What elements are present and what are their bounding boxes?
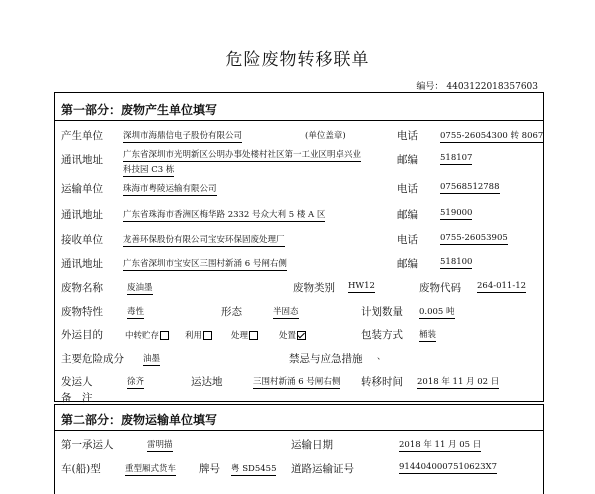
waste-name-value: 废油墨 (127, 283, 153, 293)
checkbox-icon (249, 331, 258, 340)
waste-code-label: 废物代码 (419, 282, 461, 294)
receiver-zip-label: 邮编 (397, 258, 418, 270)
transporter-addr-value: 广东省珠海市香洲区梅华路 2332 号众大利 5 楼 A 区 (123, 210, 326, 220)
option-utilize[interactable] (185, 329, 212, 341)
receiver-value: 龙善环保股份有限公司宝安环保固废处理厂 (123, 235, 285, 245)
vehicle-type-value: 重型厢式货车 (125, 464, 177, 474)
part2-heading: 第二部分：废物运输单位填写 (61, 413, 218, 427)
option-dispose-label: 处置 (279, 331, 297, 341)
shipto-label: 运达地 (191, 376, 223, 388)
option-dispose[interactable] (279, 329, 306, 341)
transporter-phone-value: 07568512788 (440, 182, 500, 192)
producer-value: 深圳市海鼎信电子股份有限公司 (123, 131, 243, 141)
checkbox-checked-icon (297, 331, 306, 340)
producer-zip-value: 518107 (440, 153, 473, 163)
main-hazard-value: 油墨 (143, 354, 161, 364)
quantity-label: 计划数量 (361, 306, 403, 318)
part2-section (54, 404, 544, 494)
remark-label: 备 注 (61, 392, 93, 404)
producer-addr-label: 通讯地址 (61, 154, 103, 166)
producer-seal: (单位盖章) (305, 131, 346, 141)
part1-section (54, 92, 544, 402)
transporter-value: 珠海市粤陵运输有限公司 (123, 184, 217, 194)
shipper-value: 徐齐 (127, 377, 145, 387)
part1-heading: 第一部分：废物产生单位填写 (61, 103, 218, 117)
waste-prop-label: 废物特性 (61, 306, 103, 318)
receiver-phone-label: 电话 (397, 234, 418, 246)
divider (55, 120, 543, 121)
transport-date-value: 2018 年 11 月 05 日 (399, 440, 482, 450)
waste-prop-value: 毒性 (127, 307, 145, 317)
option-transfer-storage-label: 中转贮存 (125, 331, 160, 341)
receiver-phone-value: 0755-26053905 (440, 233, 508, 243)
receiver-addr-value: 广东省深圳市宝安区三围村新涌 6 号闸右侧 (123, 259, 287, 269)
divider (55, 430, 543, 431)
taboo-label: 禁忌与应急措施 (289, 353, 363, 365)
waste-code-value: 264-011-12 (477, 281, 527, 291)
taboo-value: 、 (377, 352, 386, 362)
producer-phone-label: 电话 (397, 130, 418, 142)
receiver-zip-value: 518100 (440, 257, 473, 267)
permit-value: 914404000751062​3X7 (399, 462, 497, 472)
transport-date-label: 运输日期 (291, 439, 333, 451)
transporter-zip-value: 519000 (440, 208, 473, 218)
producer-zip-label: 邮编 (397, 154, 418, 166)
serial-value: 4403122018357603 (446, 82, 538, 92)
waste-name-label: 废物名称 (61, 282, 103, 294)
transporter-phone-label: 电话 (397, 183, 418, 195)
checkbox-icon (160, 331, 169, 340)
checkbox-icon (203, 331, 212, 340)
producer-addr-line2: 科技园 C3 栋 (123, 165, 175, 175)
transporter-zip-label: 邮编 (397, 209, 418, 221)
option-utilize-label: 利用 (185, 331, 203, 341)
waste-class-label: 废物类别 (293, 282, 335, 294)
packaging-value: 桶装 (419, 330, 437, 340)
packaging-label: 包装方式 (361, 329, 403, 341)
transporter-label: 运输单位 (61, 183, 103, 195)
producer-label: 产生单位 (61, 130, 103, 142)
shipdate-label: 转移时间 (361, 376, 403, 388)
serial-label: 编号： (416, 82, 444, 92)
vehicle-type-label: 车(船)型 (61, 463, 101, 475)
option-treat[interactable] (231, 329, 258, 341)
permit-label: 道路运输证号 (291, 463, 354, 475)
form-value: 半固态 (273, 307, 299, 317)
carrier1-label: 第一承运人 (61, 439, 114, 451)
receiver-label: 接收单位 (61, 234, 103, 246)
plate-label: 牌号 (199, 463, 220, 475)
option-treat-label: 处理 (231, 331, 249, 341)
waste-class-value: HW12 (348, 281, 375, 291)
destination-label: 外运目的 (61, 329, 103, 341)
quantity-value: 0.005 吨 (419, 307, 455, 317)
shipto-value: 三围村新涌 6 号闸右侧 (253, 377, 341, 387)
producer-addr-line1: 广东省深圳市光明新区公明办事处楼村社区第一工业区明卓兴业 (123, 150, 362, 160)
plate-value: 粤 SD5455 (231, 464, 277, 474)
carrier1-value: 雷明描 (147, 440, 173, 450)
document-title: 危险废物转移联单 (225, 50, 370, 70)
producer-phone-value: 0755-26054300 转 8067 (440, 131, 544, 141)
form-label: 形态 (221, 306, 242, 318)
serial-number (416, 79, 538, 92)
shipdate-value: 2018 年 11 月 02 日 (417, 377, 500, 387)
shipper-label: 发运人 (61, 376, 93, 388)
main-hazard-label: 主要危险成分 (61, 353, 124, 365)
transporter-addr-label: 通讯地址 (61, 209, 103, 221)
option-transfer-storage[interactable] (125, 329, 169, 341)
receiver-addr-label: 通讯地址 (61, 258, 103, 270)
